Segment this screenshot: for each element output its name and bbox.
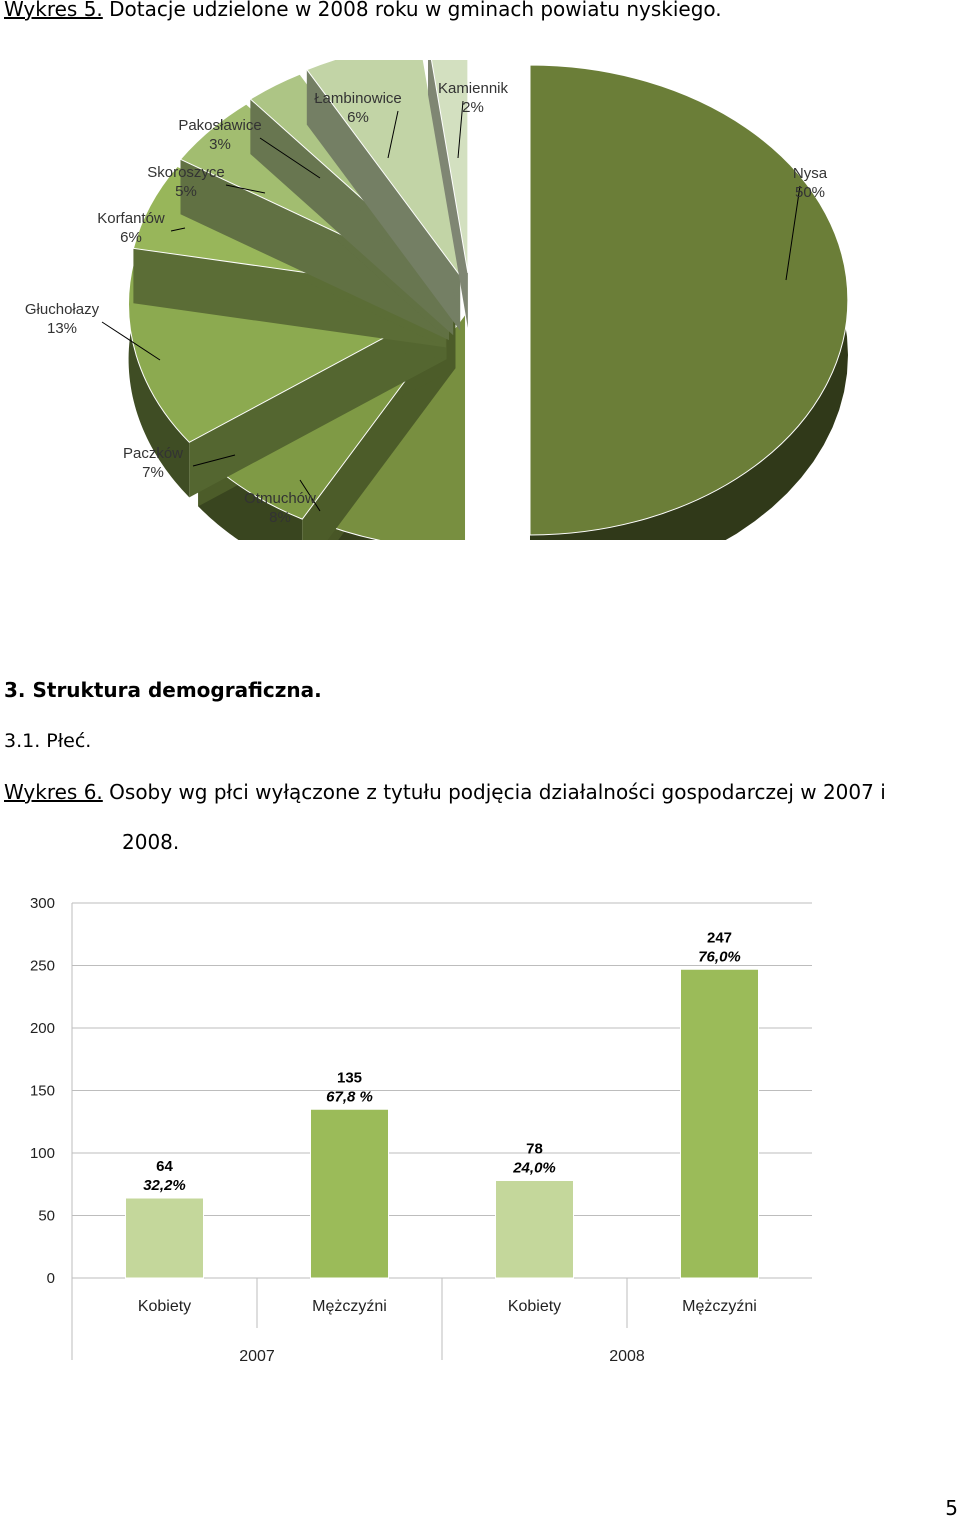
bar-value-label: 78 [526,1140,543,1158]
subsection-title: 3.1. Płeć. [4,730,92,752]
bar-pct-label: 32,2% [143,1177,186,1194]
section-title: 3. Struktura demograficzna. [4,678,322,702]
bar-chart [0,880,960,1370]
pie-label-name: Paczków [122,445,184,462]
bar-pct-label: 24,0% [513,1159,556,1177]
pie-label-pct: 3% [209,136,231,153]
x-category-label: Mężczyźni [682,1298,757,1315]
y-tick-label: 250 [29,957,55,975]
x-group-label: 2008 [609,1348,645,1365]
pie-label-pct: 5% [175,183,197,200]
pie-label-name: Skoroszyce [147,164,225,181]
wykres6-caption-cont: 2008. [122,830,180,854]
bar-3 [496,1181,574,1279]
bar-value-label: 135 [336,1069,363,1087]
pie-label-pct: 6% [120,229,142,246]
pie-label-name: Głuchołazy [24,301,100,318]
bar-1 [126,1198,204,1278]
y-tick-label: 50 [38,1207,55,1225]
pie-label-name: Łambinowice [314,90,402,107]
pie-label-pct: 13% [46,320,78,337]
bar-4 [681,969,759,1278]
bar-pct-label: 67,8 % [326,1088,373,1106]
y-tick-label: 100 [29,1145,55,1162]
x-group-label: 2007 [239,1348,275,1365]
pie-label-pct: 2% [462,99,484,116]
wykres6-label: Wykres 6. [4,780,103,804]
pie-label-name: Korfantów [97,210,165,227]
wykres6-caption [4,780,886,804]
bar-value-label: 247 [706,929,733,947]
x-category-label: Kobiety [507,1298,562,1315]
pie-label-name: Pakosławice [178,117,262,134]
y-tick-label: 0 [46,1270,55,1287]
pie-slice-nysa [530,65,848,540]
wykres5-label: Wykres 5. [4,0,103,21]
wykres6-text: Osoby wg płci wyłączone z tytułu podjęcia działalności gospodarczej w 2007 i [102,780,886,804]
y-tick-label: 300 [29,895,55,912]
y-tick-label: 200 [29,1020,55,1037]
pie-label-name: Otmuchów [244,490,316,507]
pie-label-pct: 8% [269,509,291,526]
page-number: 5 [945,1496,958,1520]
y-tick-label: 150 [29,1082,55,1100]
bar-value-label: 64 [156,1158,173,1175]
x-category-label: Mężczyźni [312,1298,387,1315]
pie-label-pct: 7% [142,464,164,481]
bar-pct-label: 76,0% [698,948,741,966]
wykres5-caption [4,0,722,21]
wykres5-text: Dotacje udzielone w 2008 roku w gminach powiatu nyskiego. [102,0,722,21]
pie-label-pct: 50% [794,184,826,201]
pie-label-name: Nysa [792,165,828,182]
x-category-label: Kobiety [137,1298,192,1315]
pie-label-name: Kamiennik [437,80,509,97]
pie-chart [0,60,960,540]
bar-2 [311,1109,389,1278]
pie-label-pct: 6% [347,109,369,126]
